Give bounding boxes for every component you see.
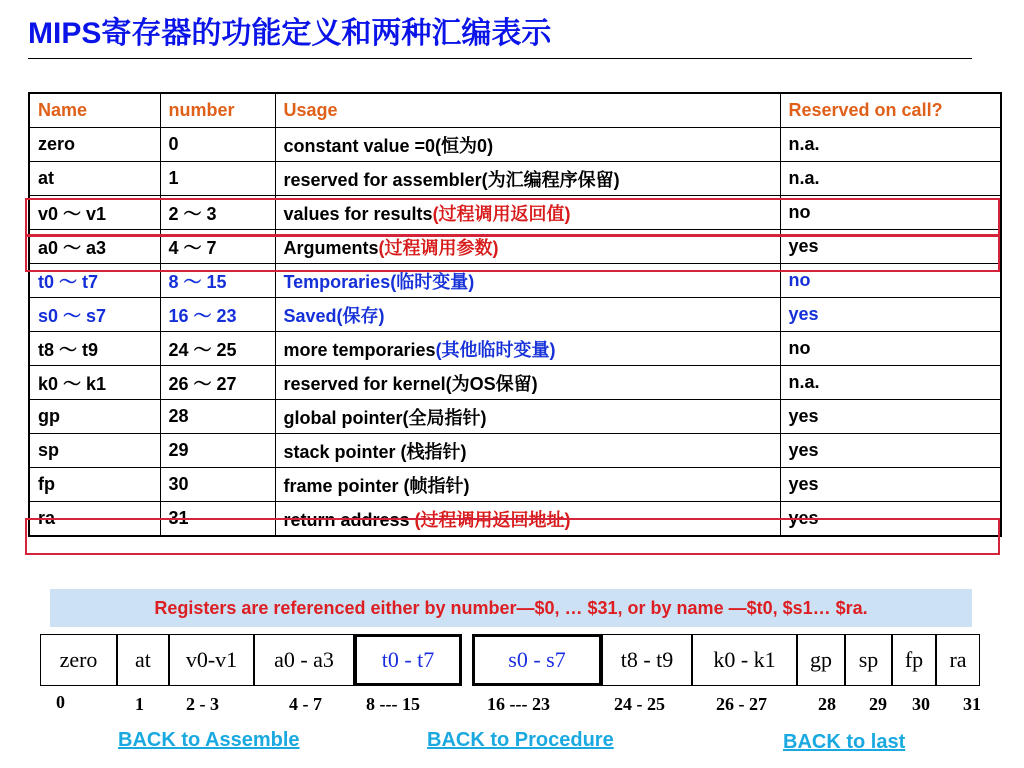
strip-cell-t0-t7: t0 - t7	[354, 634, 462, 686]
back-to-last-link[interactable]: BACK to last	[783, 731, 906, 753]
table-row	[29, 196, 1001, 230]
register-usage	[275, 468, 780, 502]
table-row	[29, 332, 1001, 366]
register-usage	[275, 366, 780, 400]
strip-cell-gp: gp	[797, 634, 845, 686]
strip-number-24-25: 24 - 25	[614, 694, 665, 714]
usage-note: (过程调用参数)	[378, 237, 499, 258]
register-table	[28, 92, 1002, 537]
register-name: zero	[29, 128, 160, 162]
table-row	[29, 434, 1001, 468]
usage-text: more temporaries	[283, 339, 436, 360]
register-reserved: yes	[780, 468, 1001, 502]
register-name: gp	[29, 400, 160, 434]
strip-cell-zero: zero	[40, 634, 117, 686]
table-row	[29, 502, 1001, 537]
table-row	[29, 162, 1001, 196]
register-usage	[275, 230, 780, 264]
strip-cell-sp: sp	[845, 634, 892, 686]
table-row	[29, 468, 1001, 502]
strip-cell-fp: fp	[892, 634, 936, 686]
register-reserved: yes	[780, 298, 1001, 332]
register-usage	[275, 264, 780, 298]
usage-text: Saved(保存)	[283, 305, 385, 326]
register-number: 2 ～ 3	[160, 196, 275, 230]
register-usage	[275, 128, 780, 162]
register-number: 24 ～ 25	[160, 332, 275, 366]
register-name: t0 ～ t7	[29, 264, 160, 298]
reference-note: Registers are referenced either by number—$0, … $31, or by name —$t0, $s1… $ra.	[50, 589, 972, 627]
register-name: a0 ～ a3	[29, 230, 160, 264]
register-reserved: n.a.	[780, 162, 1001, 196]
register-usage	[275, 502, 780, 537]
register-usage	[275, 162, 780, 196]
register-number: 31	[160, 502, 275, 537]
table-row	[29, 230, 1001, 264]
strip-number-8-15: 8 --- 15	[366, 694, 420, 714]
strip-cell-t8-t9: t8 - t9	[602, 634, 692, 686]
strip-number-4-7: 4 - 7	[289, 694, 322, 714]
strip-number-26-27: 26 - 27	[716, 694, 767, 714]
header-usage: Usage	[275, 93, 780, 128]
strip-number-0: 0	[56, 692, 65, 712]
register-usage	[275, 298, 780, 332]
register-usage	[275, 400, 780, 434]
strip-gap	[462, 634, 472, 686]
strip-number-2-3: 2 - 3	[186, 694, 219, 714]
register-number: 4 ～ 7	[160, 230, 275, 264]
register-reserved: no	[780, 196, 1001, 230]
register-name: sp	[29, 434, 160, 468]
table-row	[29, 128, 1001, 162]
register-name: t8 ～ t9	[29, 332, 160, 366]
strip-number-16-23: 16 --- 23	[487, 694, 550, 714]
register-number: 1	[160, 162, 275, 196]
header-number: number	[160, 93, 275, 128]
register-number: 0	[160, 128, 275, 162]
register-number: 26 ～ 27	[160, 366, 275, 400]
strip-cell-v0-v1: v0-v1	[169, 634, 254, 686]
strip-number-1: 1	[135, 694, 144, 714]
usage-text: reserved for assembler(为汇编程序保留)	[283, 169, 620, 190]
register-reserved: yes	[780, 434, 1001, 468]
table-row	[29, 400, 1001, 434]
usage-note: (过程调用返回地址)	[414, 509, 571, 530]
register-number: 29	[160, 434, 275, 468]
register-strip	[40, 634, 980, 686]
usage-note: (过程调用返回值)	[432, 203, 571, 224]
register-name: s0 ～ s7	[29, 298, 160, 332]
register-name: ra	[29, 502, 160, 537]
register-number: 28	[160, 400, 275, 434]
register-name: k0 ～ k1	[29, 366, 160, 400]
strip-cell-s0-s7: s0 - s7	[472, 634, 602, 686]
usage-text: return address	[283, 509, 415, 530]
usage-text: global pointer(全局指针)	[283, 407, 487, 428]
register-reserved: n.a.	[780, 366, 1001, 400]
strip-cell-a0-a3: a0 - a3	[254, 634, 354, 686]
strip-cell-ra: ra	[936, 634, 980, 686]
register-name: v0 ～ v1	[29, 196, 160, 230]
register-reserved: no	[780, 264, 1001, 298]
title-divider	[28, 58, 972, 59]
table-row	[29, 298, 1001, 332]
usage-note: (其他临时变量)	[435, 339, 556, 360]
back-to-assemble-link[interactable]: BACK to Assemble	[118, 729, 300, 751]
usage-text: Arguments	[283, 237, 379, 258]
usage-text: reserved for kernel(为OS保留)	[283, 373, 538, 394]
back-to-procedure-link[interactable]: BACK to Procedure	[427, 729, 614, 751]
register-number: 16 ～ 23	[160, 298, 275, 332]
register-reserved: yes	[780, 502, 1001, 537]
register-number: 8 ～ 15	[160, 264, 275, 298]
register-usage	[275, 434, 780, 468]
table-row	[29, 264, 1001, 298]
register-reserved: no	[780, 332, 1001, 366]
register-reserved: n.a.	[780, 128, 1001, 162]
register-usage	[275, 332, 780, 366]
usage-text: constant value =0(恒为0)	[283, 135, 494, 156]
strip-number-31: 31	[963, 694, 981, 714]
register-name: fp	[29, 468, 160, 502]
table-header-row	[29, 93, 1001, 128]
usage-text: values for results	[283, 203, 433, 224]
register-reserved: yes	[780, 230, 1001, 264]
strip-number-29: 29	[869, 694, 887, 714]
header-name: Name	[29, 93, 160, 128]
page-title: MIPS寄存器的功能定义和两种汇编表示	[28, 17, 552, 50]
strip-cell-at: at	[117, 634, 169, 686]
header-reserved: Reserved on call?	[780, 93, 1001, 128]
strip-number-30: 30	[912, 694, 930, 714]
register-number: 30	[160, 468, 275, 502]
strip-cell-k0-k1: k0 - k1	[692, 634, 797, 686]
usage-text: Temporaries(临时变量)	[283, 271, 475, 292]
register-name: at	[29, 162, 160, 196]
usage-text: stack pointer (栈指针)	[283, 441, 467, 462]
table-row	[29, 366, 1001, 400]
register-usage	[275, 196, 780, 230]
usage-text: frame pointer (帧指针)	[283, 475, 470, 496]
register-reserved: yes	[780, 400, 1001, 434]
strip-number-28: 28	[818, 694, 836, 714]
